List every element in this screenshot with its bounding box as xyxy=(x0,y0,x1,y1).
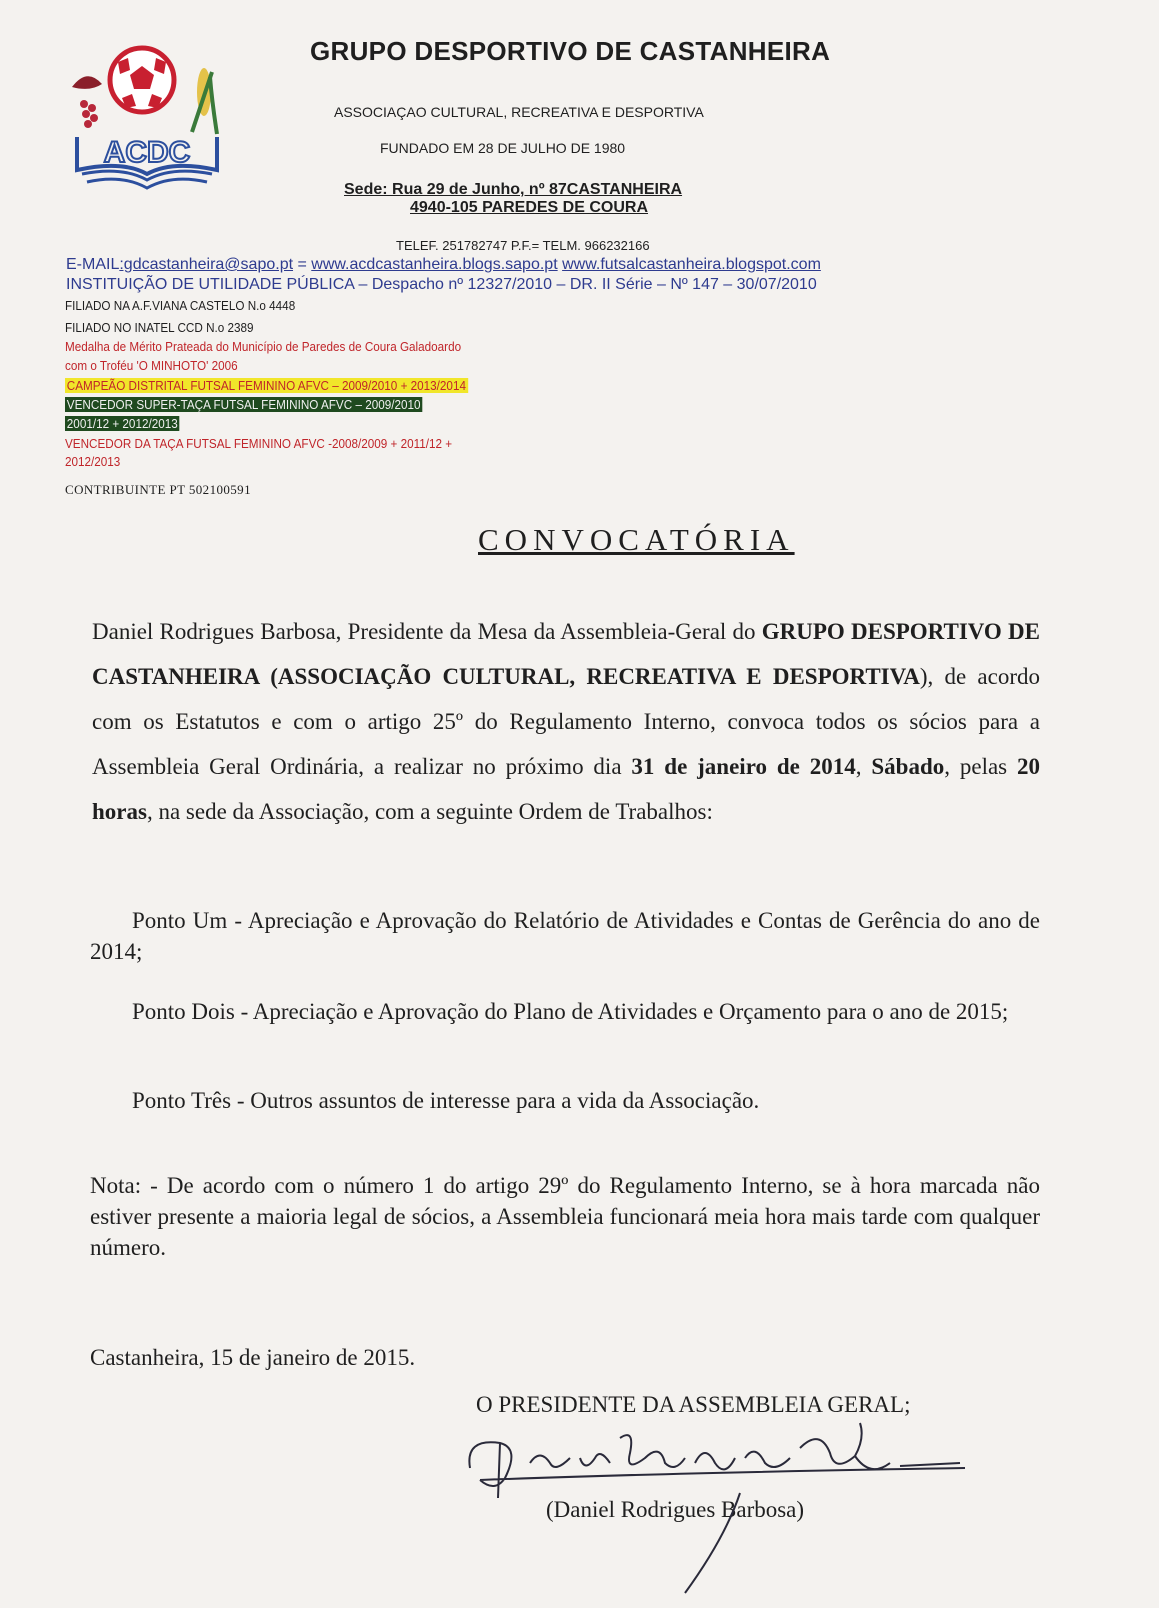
meeting-day: Sábado xyxy=(871,754,945,779)
district-champion-award: CAMPEÃO DISTRITAL FUTSAL FEMININO AFVC – 2009/2010 + 2013/2014 xyxy=(66,378,466,393)
organization-subtitle: ASSOCIAÇAO CULTURAL, RECREATIVA E DESPORTIVA xyxy=(334,104,704,120)
contact-line xyxy=(66,256,821,274)
blog-link-2[interactable]: www.futsalcastanheira.blogspot.com xyxy=(562,256,821,273)
meeting-date: 31 de janeiro de 2014 xyxy=(631,754,856,779)
agenda-point-2-text: Ponto Dois - Apreciação e Aprovação do Plano de Atividades e Orçamento para o ano de 2015; xyxy=(132,999,1009,1024)
agenda-point-3 xyxy=(90,1085,1040,1116)
place-and-date: Castanheira, 15 de janeiro de 2015. xyxy=(90,1345,416,1370)
intro-text-d: , pelas xyxy=(944,754,1017,779)
intro-text-e: , na sede da Associação, com a seguinte Ordem de Trabalhos: xyxy=(146,799,713,824)
agenda-point-3-text: Ponto Três - Outros assuntos de interesse para a vida da Associação. xyxy=(132,1088,760,1113)
tax-id: CONTRIBUINTE PT 502100591 xyxy=(65,482,251,497)
founded-date: FUNDADO EM 28 DE JULHO DE 1980 xyxy=(380,140,626,156)
affiliation-afvc: FILIADO NA A.F.VIANA CASTELO N.o 4448 xyxy=(65,298,296,313)
medal-line-1: Medalha de Mérito Prateada do Município de Paredes de Coura Galadoardo xyxy=(65,339,462,354)
note-paragraph: Nota: - De acordo com o número 1 do artigo 29º do Regulamento Interno, se à hora marcada não estiver presente a maioria legal de sócios, a Assembleia funcionará meia hora mais tarde com qualquer número. xyxy=(90,1173,1040,1260)
institution-status: INSTITUIÇÃO DE UTILIDADE PÚBLICA – Despacho nº 12327/2010 – DR. II Série – Nº 147 – 30/07/2010 xyxy=(66,276,817,293)
handwritten-signature xyxy=(460,1418,980,1608)
signatory-name: (Daniel Rodrigues Barbosa) xyxy=(546,1497,805,1522)
logo-text: ACDC xyxy=(103,136,191,169)
intro-text-c: , xyxy=(855,754,872,779)
intro-text-b: ), de acordo com os Estatutos e com o artigo 25º do Regulamento Interno, convoca todos os sócios para a Assembleia Geral Ordinária, a realizar no próximo dia xyxy=(92,664,1040,779)
address-line-2: 4940-105 PAREDES DE COURA xyxy=(410,199,649,216)
corn-icon xyxy=(192,68,217,134)
football-icon xyxy=(110,48,174,112)
convocation-paragraph xyxy=(92,609,1040,834)
president-title: O PRESIDENTE DA ASSEMBLEIA GERAL; xyxy=(476,1392,911,1417)
organization-title: GRUPO DESPORTIVO DE CASTANHEIRA xyxy=(310,36,831,66)
document-heading: CONVOCATÓRIA xyxy=(478,522,795,557)
cup-award-line-1: VENCEDOR DA TAÇA FUTSAL FEMININO AFVC -2008/2009 + 2011/12 + xyxy=(65,436,453,451)
email-label: E-MAIL xyxy=(66,256,120,273)
supercup-award-line-1: VENCEDOR SUPER-TAÇA FUTSAL FEMININO AFVC – 2009/2010 xyxy=(66,397,421,412)
club-logo xyxy=(62,42,232,192)
medal-line-2: com o Troféu 'O MINHOTO' 2006 xyxy=(65,358,238,373)
intro-text-a: Daniel Rodrigues Barbosa, Presidente da Mesa da Assembleia-Geral do xyxy=(92,619,762,644)
agenda-point-1-text: Ponto Um - Apreciação e Aprovação do Relatório de Atividades e Contas de Gerência do ano de 2014; xyxy=(90,908,1040,964)
agenda-point-1 xyxy=(90,905,1040,967)
supercup-award-line-2: 2001/12 + 2012/2013 xyxy=(66,416,178,431)
agenda-point-2 xyxy=(90,996,1040,1027)
affiliation-inatel: FILIADO NO INATEL CCD N.o 2389 xyxy=(65,320,254,335)
phone-line: TELEF. 251782747 P.F.= TELM. 966232166 xyxy=(396,238,650,253)
email-link[interactable]: :gdcastanheira@sapo.pt xyxy=(119,256,294,273)
meeting-hour: 20 horas xyxy=(92,754,1040,824)
cup-award-line-2: 2012/2013 xyxy=(65,454,121,469)
blog-link-1[interactable]: www.acdcastanheira.blogs.sapo.pt xyxy=(311,256,558,273)
organization-name-bold: GRUPO DESPORTIVO DE CASTANHEIRA (ASSOCIAÇÃO CULTURAL, RECREATIVA E DESPORTIVA xyxy=(92,619,1040,689)
address-line-1: Sede: Rua 29 de Junho, nº 87CASTANHEIRA xyxy=(344,181,683,198)
email-separator: = xyxy=(293,256,312,273)
grapes-icon xyxy=(72,76,102,128)
